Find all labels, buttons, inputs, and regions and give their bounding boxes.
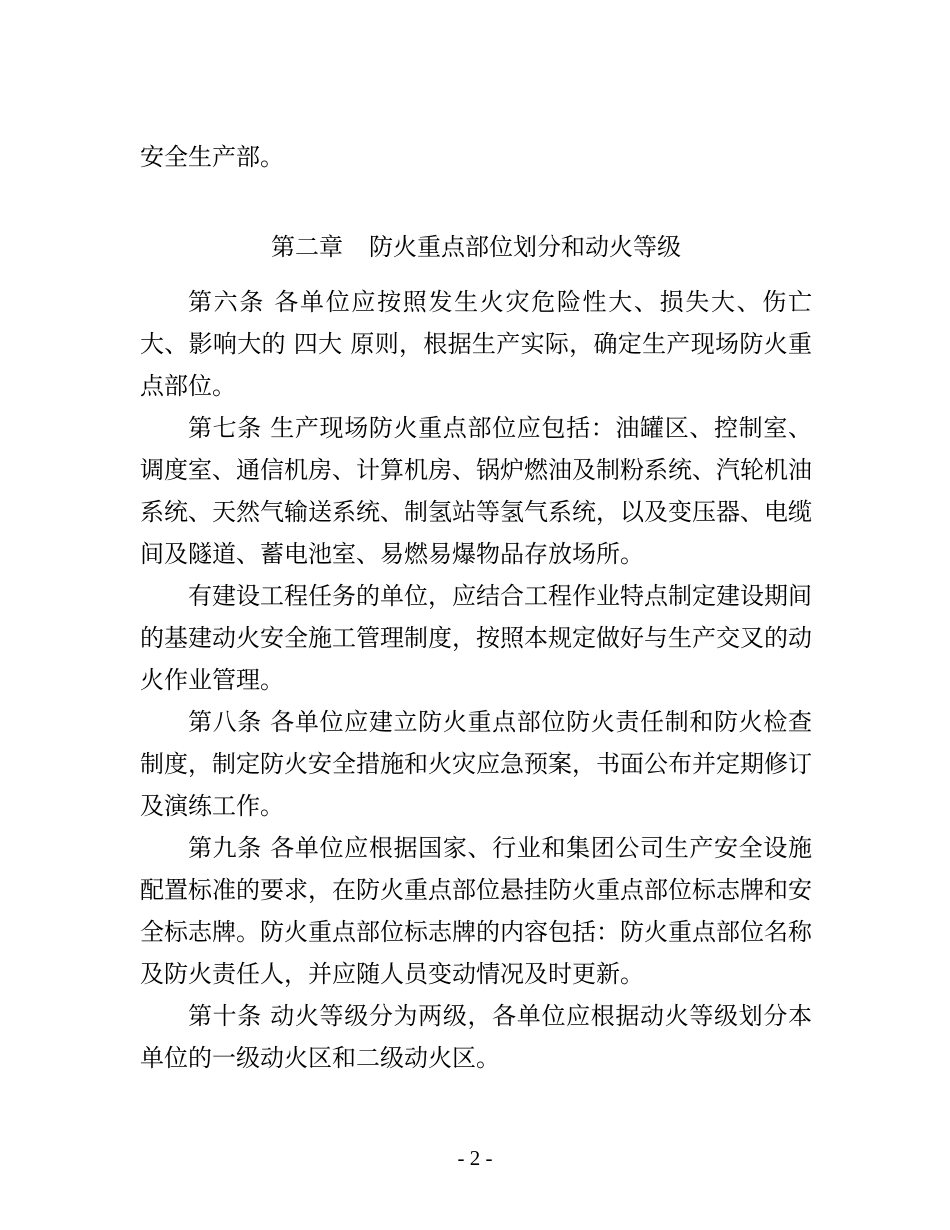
chapter-heading — [140, 226, 812, 268]
article-7: 第七条 生产现场防火重点部位应包括：油罐区、控制室、调度室、通信机房、计算机房、锅炉燃油及制粉系统、汽轮机油系统、天然气输送系统、制氢站等氢气系统，以及变压器、电缆间及隧道、蓄电池室、易燃易爆物品存放场所。 — [140, 414, 812, 568]
body-text — [140, 281, 812, 1079]
article-8: 第八条 各单位应建立防火重点部位防火责任制和防火检查制度，制定防火安全措施和火灾应急预案，书面公布并定期修订及演练工作。 — [140, 708, 812, 820]
page-number: - 2 - — [457, 1146, 493, 1170]
article-6: 第六条 各单位应按照发生火灾危险性大、损失大、伤亡大、影响大的 四大 原则，根据生产实际，确定生产现场防火重点部位。 — [140, 288, 812, 400]
continuation-text — [140, 136, 812, 178]
continuation-paragraph: 安全生产部。 — [140, 143, 284, 171]
article-9: 第九条 各单位应根据国家、行业和集团公司生产安全设施配置标准的要求，在防火重点部位悬挂防火重点部位标志牌和安全标志牌。防火重点部位标志牌的内容包括：防火重点部位名称及防火责任人，并应随人员变动情况及时更新。 — [140, 834, 812, 988]
chapter-title: 防火重点部位划分和动火等级 — [369, 233, 681, 261]
article-10: 第十条 动火等级分为两级，各单位应根据动火等级划分本单位的一级动火区和二级动火区。 — [140, 1002, 812, 1072]
construction-paragraph: 有建设工程任务的单位，应结合工程作业特点制定建设期间的基建动火安全施工管理制度，按照本规定做好与生产交叉的动火作业管理。 — [140, 582, 812, 694]
chapter-number: 第二章 — [271, 233, 343, 261]
